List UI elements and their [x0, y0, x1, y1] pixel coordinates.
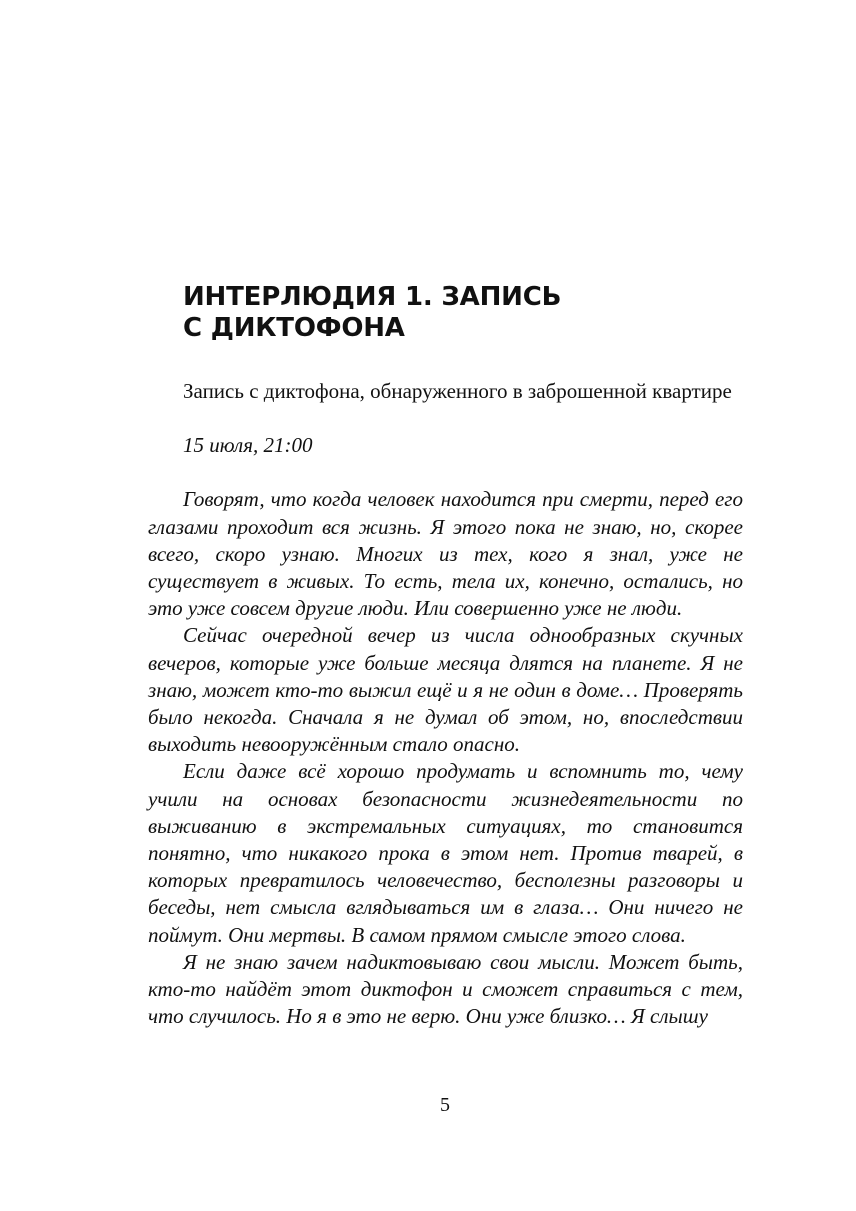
paragraph-2: Сейчас очередной вечер из числа однообразных скучных вечеров, которые уже больше месяца длятся на планете. Я не знаю, может кто-то выжил ещё и я не один в доме… Проверять было некогда. Сначала я не думал об этом, но, впоследствии выходить невооружённым стало опасно.	[148, 623, 743, 757]
entry-date: 15 июля, 21:00	[183, 433, 313, 458]
page-content	[148, 282, 743, 1030]
paragraph-3: Если даже всё хорошо продумать и вспомнить то, чему учили на основах безопасности жизнедеятельности по выживанию в экстремальных ситуациях, то становится понятно, что никакого прока в этом нет. Против тварей, в которых превратилось человечество, бесполезны разговоры и беседы, нет смысла вглядываться им в глаза… Они ничего не поймут. Они мертвы. В самом прямом смысле этого слова.	[148, 759, 743, 947]
chapter-title	[148, 282, 743, 344]
paragraph-4: Я не знаю зачем надиктовываю свои мысли. Может быть, кто-то найдёт этот диктофон и сможет справиться с тем, что случилось. Но я в это не верю. Они уже близко… Я слышу	[148, 949, 743, 1029]
chapter-subtitle: Запись с диктофона, обнаруженного в заброшенной квартире	[183, 379, 732, 403]
paragraph-1: Говорят, что когда человек находится при смерти, перед его глазами проходит вся жизнь. Я этого пока не знаю, но, скорее всего, скоро узнаю. Многих из тех, кого я знал, уже не существует в живых. То есть, тела их, конечно, остались, но это уже совсем другие люди. Или совершенно уже не люди.	[148, 487, 743, 621]
chapter-title-line-1: ИНТЕРЛЮДИЯ 1. ЗАПИСЬ	[183, 282, 562, 312]
chapter-title-line-2: С ДИКТОФОНА	[183, 313, 405, 343]
body-text	[148, 486, 743, 1030]
page-number: 5	[440, 1094, 450, 1116]
